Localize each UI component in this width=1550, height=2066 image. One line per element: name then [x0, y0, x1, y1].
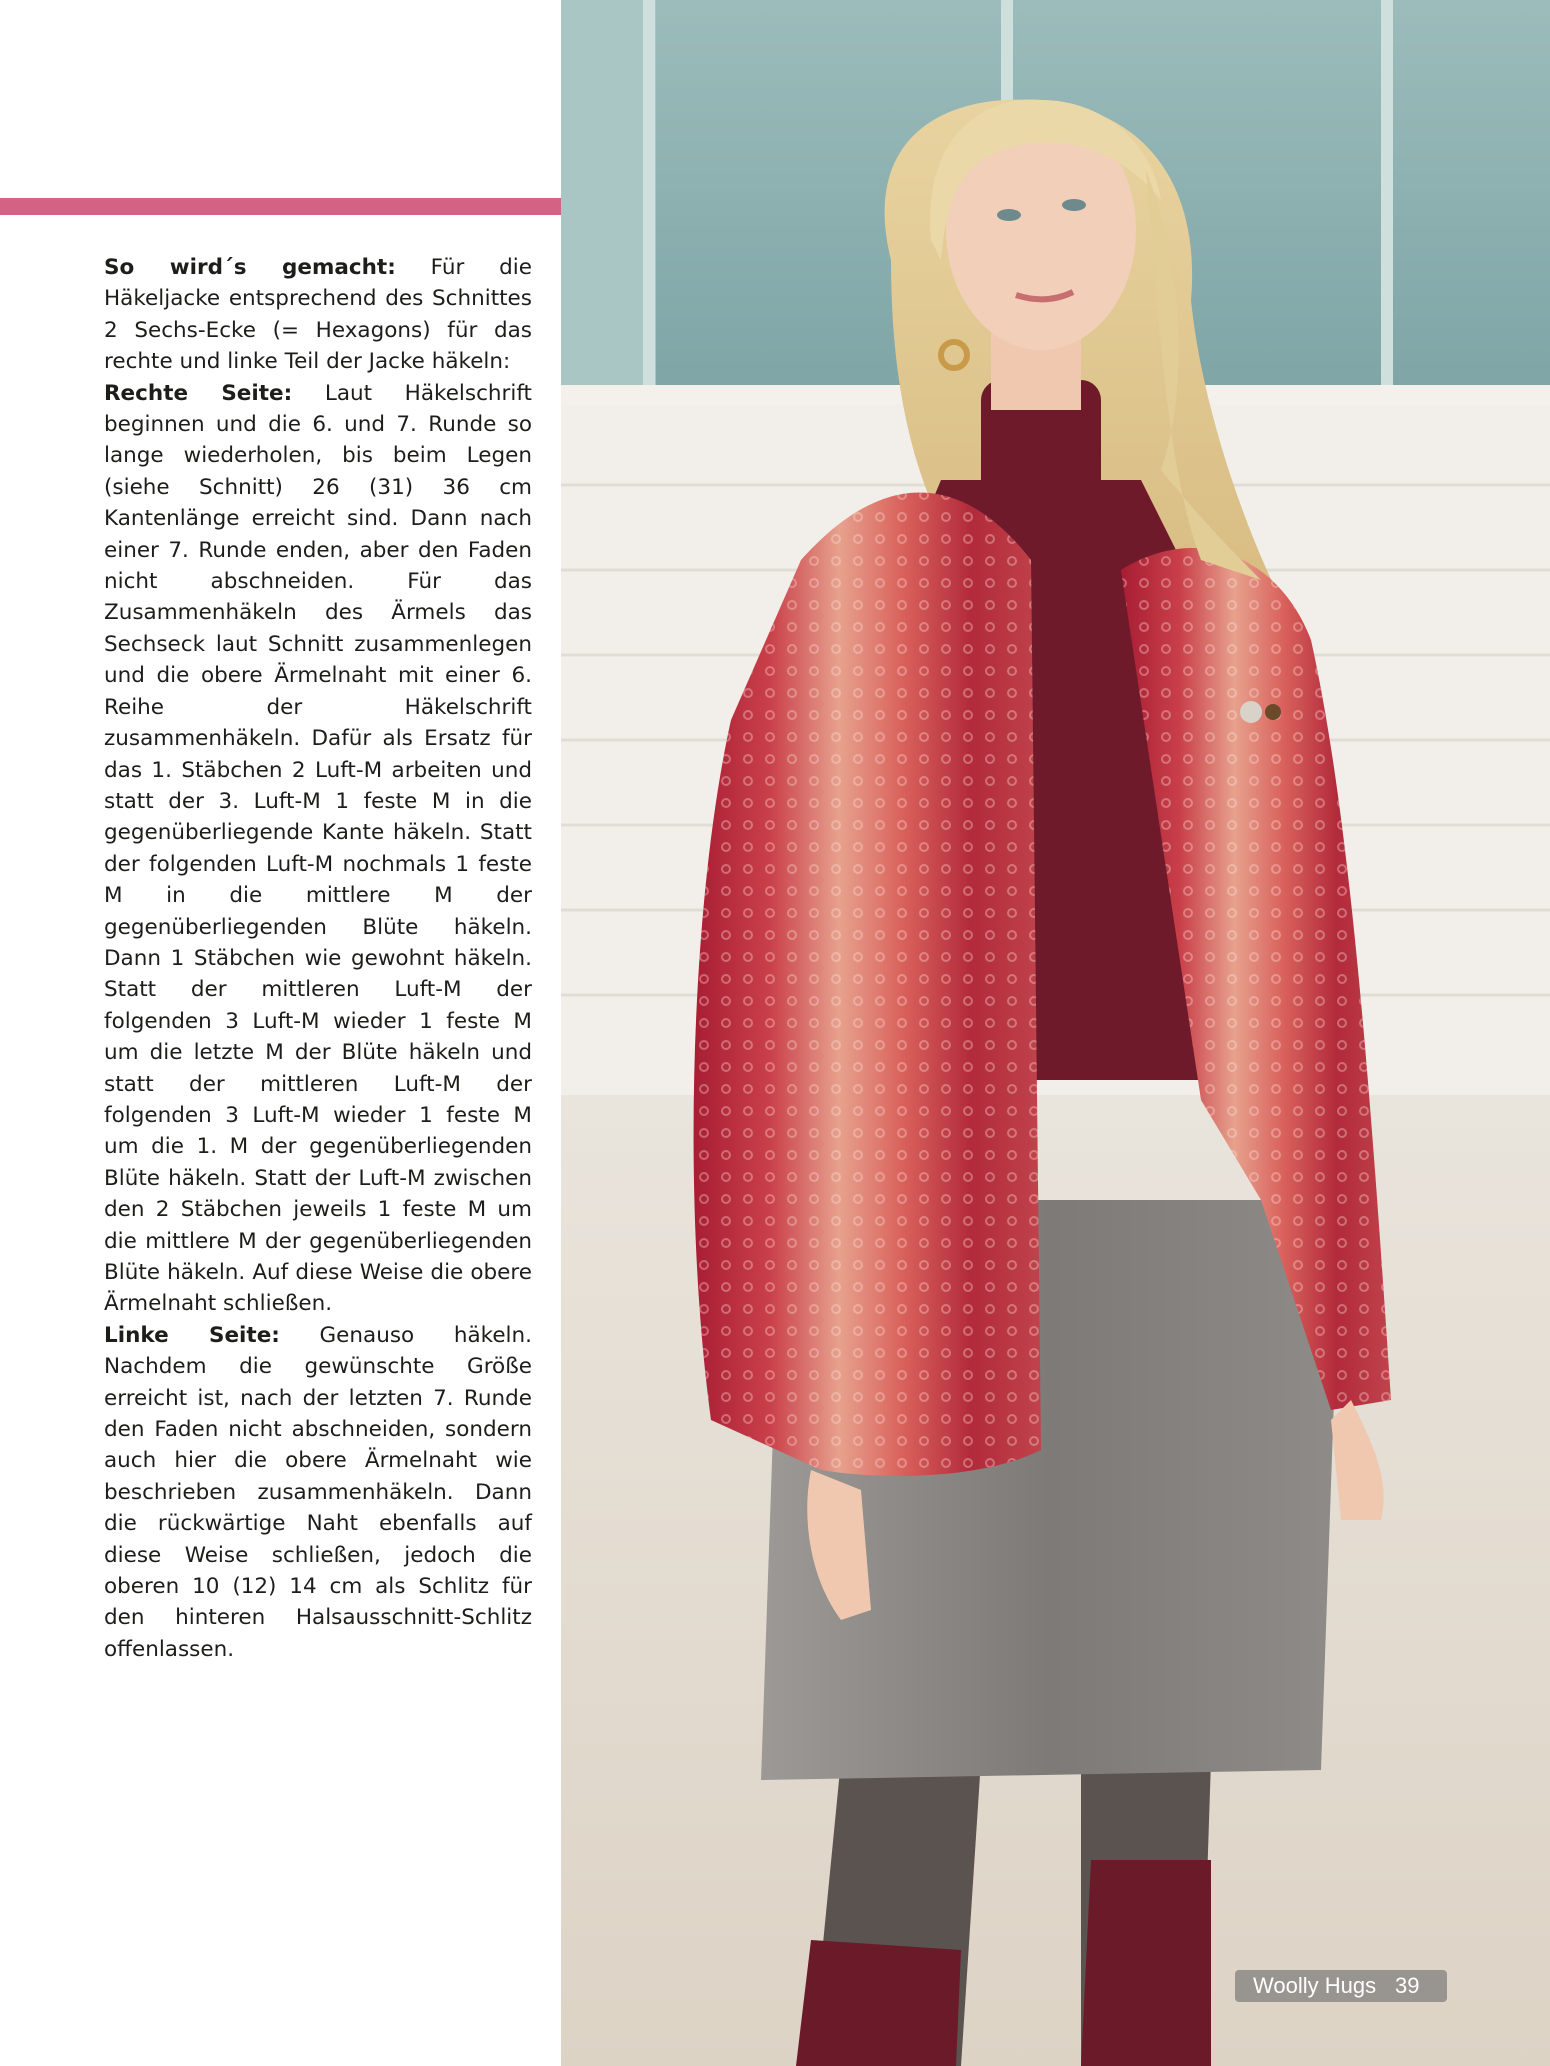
- text-column: [0, 0, 561, 2066]
- paragraph-text: Für die Häkeljacke entsprechend des Schnittes 2 Sechs-Ecke (= Hexagons) für das rechte und linke Teil der Jacke häkeln:: [104, 255, 532, 375]
- paragraph-text: Genauso häkeln. Nachdem die gewünschte Größe erreicht ist, nach der letzten 7. Runde den Faden nicht abschneiden, sondern auch hier die obere Ärmelnaht wie beschrieben zusammenhäkeln. Dann die rückwärtige Naht ebenfalls auf diese Weise schließen, jedoch die oberen 10 (12) 14 cm als Schlitz für den hinteren Halsausschnitt-Schlitz offenlassen.: [104, 1322, 532, 1662]
- page-footer: [1235, 1970, 1447, 2002]
- paragraph-right-side: [104, 378, 532, 1320]
- page-number: 39: [1395, 1973, 1420, 1998]
- magazine-name: Woolly Hugs: [1253, 1973, 1377, 1998]
- paragraph-intro: [104, 252, 532, 378]
- accent-rule: [0, 198, 561, 215]
- article-body: [104, 252, 532, 1665]
- model-photo: [561, 0, 1550, 2066]
- paragraph-text: Laut Häkelschrift beginnen und die 6. und 7. Runde so lange wiederholen, bis beim Legen (siehe Schnitt) 26 (31) 36 cm Kantenlänge erreicht sind. Dann nach einer 7. Runde enden, aber den Faden nicht abschneiden. Für das Zusammenhäkeln des Ärmels das Sechseck laut Schnitt zusammenlegen und die obere Ärmelnaht mit einer 6. Reihe der Häkelschrift zusammenhäkeln. Dafür als Ersatz für das 1. Stäbchen 2 Luft-M arbeiten und statt der 3. Luft-M 1 feste M in die gegenüberliegende Kante häkeln. Statt der folgenden Luft-M nochmals 1 feste M in die mittlere M der gegenüberliegenden Blüte häkeln. Dann 1 Stäbchen wie gewohnt häkeln. Statt der mittleren Luft-M der folgenden 3 Luft-M wieder 1 feste M um die letzte M der Blüte häkeln und statt der mittleren Luft-M der folgenden 3 Luft-M wieder 1 feste M um die 1. M der gegenüberliegenden Blüte häkeln. Statt der Luft-M zwischen den 2 Stäbchen jeweils 1 feste M um die mittlere M der gegenüberliegenden Blüte häkeln. Auf diese Weise die obere Ärmelnaht schließen.: [104, 380, 532, 1317]
- run-in-heading: Rechte Seite:: [104, 380, 293, 406]
- run-in-heading: Linke Seite:: [104, 1322, 280, 1348]
- paragraph-left-side: [104, 1320, 532, 1665]
- run-in-heading: So wird´s gemacht:: [104, 255, 396, 280]
